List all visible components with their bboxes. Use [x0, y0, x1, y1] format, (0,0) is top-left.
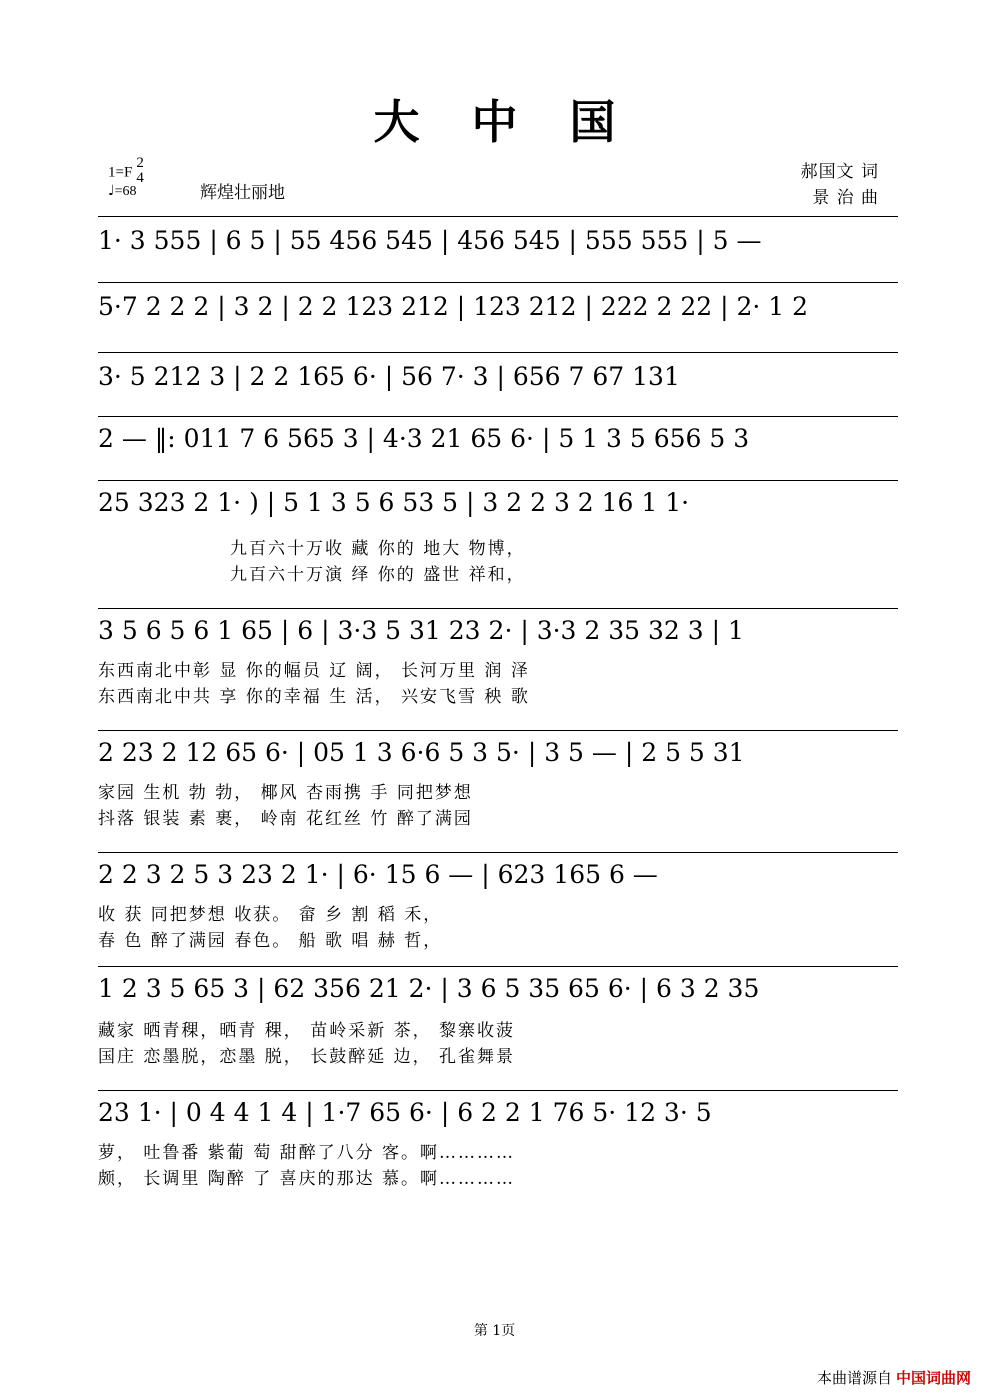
staff-line-1: [98, 216, 898, 217]
lyricist-credit: 郝国文 词: [800, 162, 879, 182]
tempo-value: =68: [114, 184, 137, 199]
lyric-verse-2-system-10: 颇， 长调里 陶醉 了 喜庆的那达 慕。啊…………: [98, 1169, 516, 1189]
notes-system-6: 3 5 6 5 6 1 65 | 6 | 3·3 5 31 23 2· | 3·3 2 35 32 3 | 1: [98, 616, 744, 645]
lyric-verse-1-system-5: 九百六十万收 藏 你的 地大 物博，: [230, 539, 526, 559]
tempo-marking: ♩=68: [108, 183, 137, 199]
notes-system-10: 23 1· | 0 4 4 1 4 | 1·7 65 6· | 6 2 2 1 76 5· 12 3· 5: [98, 1098, 712, 1127]
notes-system-4: 2 — ‖: 011 7 6 565 3 | 4·3 21 65 6· | 5 1 3 5 656 5 3: [98, 424, 750, 453]
staff-line-4: [98, 416, 898, 417]
staff-line-6: [98, 608, 898, 609]
notes-system-8: 2 2 3 2 5 3 23 2 1· | 6· 15 6 — | 623 165 6 —: [98, 860, 658, 889]
lyric-verse-2-system-7: 抖落 银装 素 裹， 岭南 花红丝 竹 醉了满园: [98, 809, 473, 829]
notes-system-3: 3· 5 212 3 | 2 2 165 6· | 56 7· 3 | 656 7 67 131: [98, 362, 680, 391]
footer-brand[interactable]: 中国词曲网: [895, 1369, 971, 1387]
staff-line-7: [98, 730, 898, 731]
notes-system-5: 25 323 2 1· ) | 5 1 3 5 6 53 5 | 3 2 2 3 2 16 1 1·: [98, 488, 690, 517]
lyric-verse-1-system-9: 藏家 晒青稞，晒青 稞， 苗岭采新 茶， 黎寨收菠: [98, 1021, 516, 1041]
lyric-verse-1-system-7: 家园 生机 勃 勃， 椰风 杏雨携 手 同把梦想: [98, 783, 473, 803]
notes-system-1: 1· 3 555 | 6 5 | 55 456 545 | 456 545 | 555 555 | 5 —: [98, 226, 762, 255]
lyric-verse-2-system-6: 东西南北中共 享 你的幸福 生 活， 兴安飞雪 秧 歌: [98, 687, 530, 707]
staff-line-2: [98, 282, 898, 283]
staff-line-10: [98, 1090, 898, 1091]
composer-credit: 景 治 曲: [812, 187, 879, 208]
page-number: 第 1页: [473, 1323, 516, 1339]
staff-line-5: [98, 480, 898, 481]
staff-line-8: [98, 852, 898, 853]
lyric-verse-1-system-6: 东西南北中彰 显 你的幅员 辽 阔， 长河万里 润 泽: [98, 661, 530, 681]
expression-marking: 辉煌壮丽地: [200, 183, 285, 203]
notes-system-2: 5·7 2 2 2 | 3 2 | 2 2 123 212 | 123 212 | 222 2 22 | 2· 1 2: [98, 292, 809, 321]
credits: [801, 160, 879, 211]
footer-source-text: 本曲谱源自: [816, 1369, 892, 1387]
lyric-verse-1-system-8: 收 获 同把梦想 收获。 畲 乡 割 稻 禾，: [98, 905, 443, 925]
lyric-verse-1-system-10: 萝， 吐鲁番 紫葡 萄 甜醉了八分 客。啊…………: [98, 1143, 516, 1163]
footer-attribution: [817, 1367, 971, 1388]
notes-system-7: 2 23 2 12 65 6· | 05 1 3 6·6 5 3 5· | 3 5 — | 2 5 5 31: [98, 738, 745, 767]
lyric-verse-2-system-9: 国庄 恋墨脱，恋墨 脱， 长鼓醉延 边， 孔雀舞景: [98, 1047, 516, 1067]
key-signature: 1=F: [108, 164, 133, 181]
staff-line-3: [98, 352, 898, 353]
staff-line-9: [98, 966, 898, 967]
lyric-verse-2-system-5: 九百六十万演 绎 你的 盛世 祥和，: [230, 565, 526, 585]
notes-system-9: 1 2 3 5 65 3 | 62 356 21 2· | 3 6 5 35 65 6· | 6 3 2 35: [98, 974, 760, 1003]
time-signature: 2 4: [136, 155, 144, 186]
page-title: 大 中 国: [373, 95, 634, 149]
lyric-verse-2-system-8: 春 色 醉了满园 春色。 船 歌 唱 赫 哲，: [98, 931, 443, 951]
